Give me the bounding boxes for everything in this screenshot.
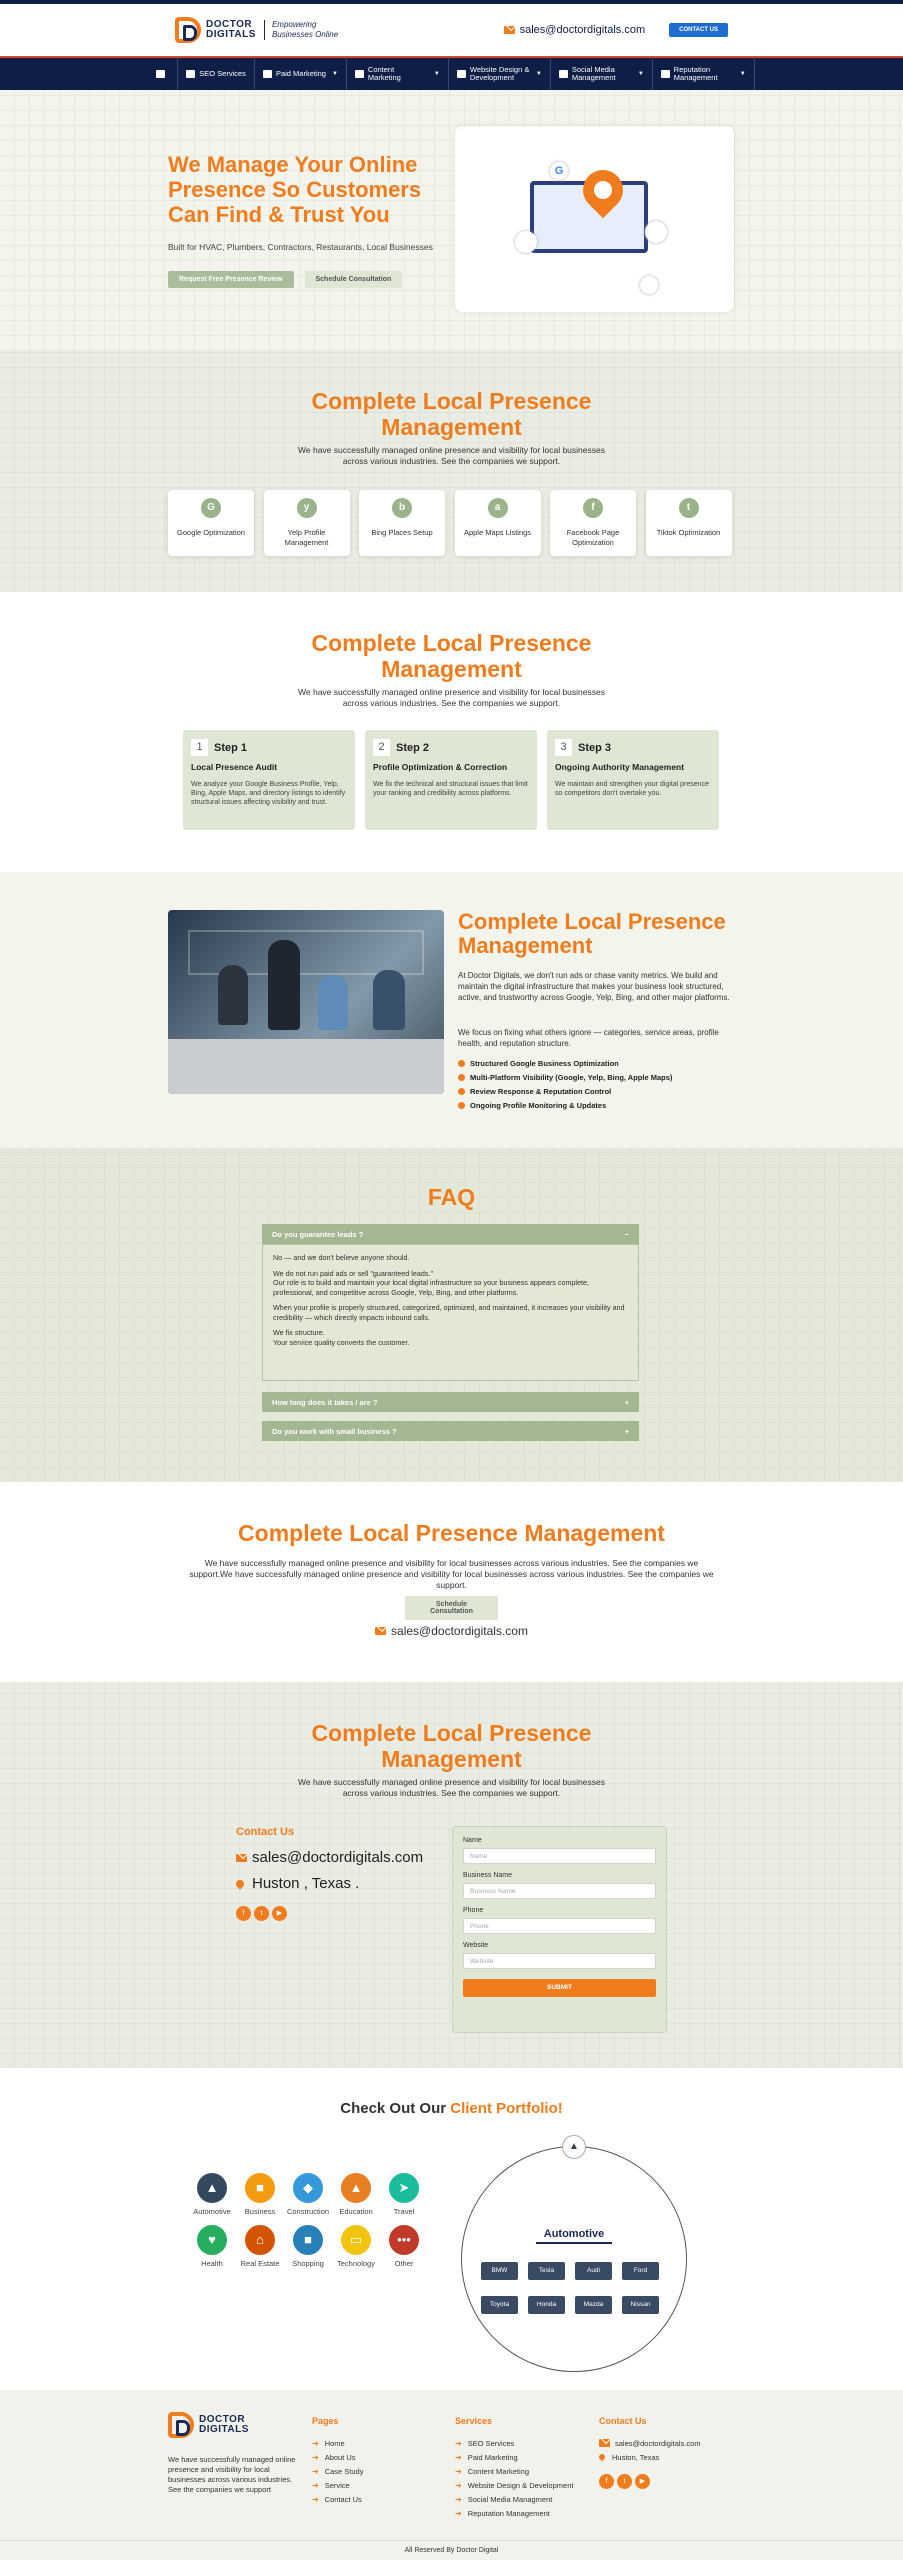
category-label: Health [201,2259,223,2268]
share-icon [559,70,568,78]
faq-question[interactable] [262,1224,639,1244]
tagline [264,20,338,40]
service-card[interactable] [646,490,732,556]
footer-pages-list [312,2436,363,2506]
category-icon: ▲ [341,2173,371,2203]
services-desc: We have successfully managed online presence and visibility for local businesses across various industries. See the companies we support. [298,445,605,466]
category-label: Technology [337,2259,375,2268]
about-bullet [458,1070,672,1084]
phone-input[interactable]: Phone [463,1918,656,1934]
cta-mail-icon [375,1627,386,1635]
service-icon: a [488,498,508,518]
footer-facebook-icon[interactable]: f [599,2474,614,2489]
footer-link-text: Case Study [324,2466,364,2476]
step-header [191,739,347,756]
service-card[interactable] [264,490,350,556]
photo-table [168,1039,444,1094]
hero-buttons [168,271,402,288]
footer-contact [599,2416,701,2489]
footer-logo-line2: DIGITALS [199,2424,249,2435]
logo-line1: DOCTOR [206,19,253,30]
briefcase-icon [263,70,272,78]
brand-circle [461,2146,687,2372]
footer-location-row [599,2450,701,2464]
contact-social [236,1902,290,1921]
category-travel[interactable] [379,2173,429,2216]
nav-item-label: Reputation Management [673,65,718,82]
faq-answer-line: Your service quality converts the customer. [273,1337,410,1347]
logo[interactable] [175,17,338,43]
faq-question[interactable] [262,1392,639,1412]
contact-email-row [236,1849,423,1866]
about-bullet-text: Review Response & Reputation Control [470,1086,612,1096]
contact-location-row [236,1875,359,1892]
service-label: Bing Places Setup [371,528,433,537]
about-paragraph-2: We focus on fixing what others ignore — categories, service areas, profile health, and reputation structure. [458,1028,719,1048]
footer-link-text: Paid Marketing [467,2452,518,2462]
thumbs-up-icon [661,70,670,78]
category-label: Education [339,2207,373,2216]
nav-item-label: Website Design & Development [469,65,530,82]
faq-question-text: Do you work with small business ? [272,1426,397,1436]
footer-link[interactable] [312,2478,363,2492]
portfolio-title-b: Client Portfolio! [450,2100,563,2117]
faq-answer-paragraph [273,1253,628,1263]
service-label: Tiktok Optimization [656,528,721,537]
category-education[interactable] [331,2173,381,2216]
schedule-consultation-button[interactable]: Schedule Consultation [305,271,403,288]
contact-desc: We have successfully managed online presence and visibility for local businesses across various industries. See the companies we support. [298,1777,605,1798]
home-icon [156,70,165,78]
service-label: Yelp Profile Management [284,528,329,547]
step-number: 2 [373,739,390,756]
footer-about: We have successfully managed online presence and visibility for local businesses across various industries. See the companies we support [168,2455,296,2494]
about-section [0,872,903,1148]
youtube-icon[interactable]: ▶ [272,1906,287,1921]
step-title: Step 3 [578,741,612,754]
chevron-down-icon: ▼ [637,71,644,77]
footer-link[interactable] [312,2436,363,2450]
hero-title: We Manage Your Online Presence So Customers Can Find & Trust You [168,152,422,227]
hero-illustration [455,126,734,312]
faq-question[interactable] [262,1421,639,1441]
faq-answer-paragraph [273,1303,628,1322]
nav-item-label: Paid Marketing [275,69,326,78]
step-title: Step 1 [214,741,248,754]
car-icon: ▲ [562,2135,586,2159]
faq-question-text: How long does it takes / are ? [272,1397,378,1407]
mail-icon [504,26,515,34]
footer-link-text: Contact Us [324,2494,362,2504]
nav-item-0[interactable] [148,57,178,91]
steps-title: Complete Local Presence Management [311,630,592,682]
document-icon [355,70,364,78]
brand-chip[interactable]: Audi [575,2262,612,2280]
category-label: Travel [393,2207,415,2216]
photo-person-2 [268,940,300,1030]
category-label: Shopping [292,2259,324,2268]
nav-item-4[interactable] [449,57,551,91]
faq-answer-line: Our role is to build and maintain your local digital infrastructure so your business appears complete, professional, and competitive across Google, Yelp, Bing, and other platforms. [273,1278,590,1297]
category-icon: ••• [389,2225,419,2255]
faq-answer-line: We do not run paid ads or sell "guaranteed leads." [273,1268,434,1278]
footer-link[interactable] [312,2450,363,2464]
footer-email-row [599,2436,701,2450]
footer-link[interactable] [312,2492,363,2506]
footer-link-text: About Us [324,2452,356,2462]
footer-services-list [455,2436,573,2520]
footer-pages-title: Pages [312,2416,339,2426]
service-card[interactable] [455,490,541,556]
service-card[interactable] [359,490,445,556]
footer-logo-mark-icon [168,2412,194,2438]
website-label: Website [463,1942,489,1949]
nav-item-label: SEO Services [199,69,246,78]
footer-link-text: Service [324,2480,350,2490]
footer-location: Huston, Texas [612,2452,660,2462]
footer-link-text: Home [324,2438,345,2448]
faq-answer-line: No — and we don't believe anyone should. [273,1253,410,1262]
category-automotive[interactable] [187,2173,237,2216]
logo-mark-icon [175,17,201,43]
location-icon [640,276,658,294]
category-business[interactable] [235,2173,285,2216]
chevron-down-icon: ▼ [739,71,746,77]
footer-mail-icon [599,2439,610,2447]
footer-pin-icon [598,2453,606,2461]
contact-heading: Contact Us [236,1826,295,1838]
bullet-dot-icon [458,1102,465,1109]
faq-answer-paragraph [273,1269,628,1298]
category-construction[interactable] [283,2173,333,2216]
cta-schedule-button[interactable]: Schedule Consultation [405,1596,498,1620]
footer-twitter-icon[interactable]: t [617,2474,632,2489]
footer-email-link[interactable]: sales@doctordigitals.com [615,2438,701,2448]
nav-item-6[interactable] [653,57,755,91]
about-bullet-text: Ongoing Profile Monitoring & Updates [470,1100,607,1110]
service-icon: t [679,498,699,518]
business-name-input[interactable]: Business Name [463,1883,656,1899]
arrow-right-icon: ➜ [455,2438,462,2448]
step-desc: We fix the technical and structural issues that limit your ranking and credibility across platforms. [373,781,528,797]
plus-icon[interactable]: + [624,1426,629,1436]
footer-contact-title: Contact Us [599,2416,647,2426]
contact-location: Huston , Texas . [252,1875,360,1892]
nav-item-label: Social Media Management [571,65,616,82]
step-label: Local Presence Audit [191,762,278,772]
service-icon: f [583,498,603,518]
arrow-right-icon: ➜ [455,2480,462,2490]
category-label: Automotive [193,2207,231,2216]
step-card [183,730,355,830]
cta-desc: We have successfully managed online presence and visibility for local businesses across various industries. See the companies we support.We have successfully managed online presence and visibility for local businesses across various industries. See the companies we support. [189,1558,714,1590]
services-section [0,350,903,592]
main-nav [0,56,903,90]
cta-section [0,1482,903,1682]
about-title: Complete Local Presence Management [458,909,726,958]
category-health[interactable] [187,2225,237,2268]
steps-desc: We have successfully managed online presence and visibility for local businesses across various industries. See the companies we support. [298,687,605,708]
brand-chip[interactable]: Mazda [575,2296,612,2314]
arrow-right-icon: ➜ [455,2508,462,2518]
contact-section [0,1682,903,2068]
footer-link[interactable] [455,2492,573,2506]
category-real-estate[interactable] [235,2225,285,2268]
tagline-line1: Empowering [271,20,317,29]
category-label: Real Estate [240,2259,280,2268]
nav-item-label: Content Marketing [367,65,401,82]
faq-title: FAQ [427,1184,476,1210]
footer-link[interactable] [455,2506,573,2520]
step-header [555,739,711,756]
footer-link[interactable] [455,2450,573,2464]
site-header [0,4,903,56]
nav-item-2[interactable] [255,57,347,91]
cta-title: Complete Local Presence Management [238,1520,665,1546]
footer-logo-line1: DOCTOR [199,2414,246,2425]
footer-link[interactable] [455,2464,573,2478]
brand-chip[interactable]: Toyota [481,2296,518,2314]
footer-services-title: Services [455,2416,493,2426]
faq-answer-line: When your profile is properly structured, categorized, optimized, and maintained, it increases your visibility and credibility — which directly impacts inbound calls. [273,1303,625,1322]
brand-chip[interactable]: BMW [481,2262,518,2280]
cta-button-wrap [405,1596,498,1620]
steps-section [0,592,903,872]
bullet-dot-icon [458,1060,465,1067]
name-input[interactable]: Name [463,1848,656,1864]
hero-subtitle: Built for HVAC, Plumbers, Contractors, Restaurants, Local Businesses [168,242,433,252]
service-card[interactable] [550,490,636,556]
photo-person-3 [318,975,348,1030]
header-right [504,23,728,37]
google-icon: G [550,162,568,180]
about-bullet-text: Structured Google Business Optimization [470,1058,619,1068]
selected-category: Automotive [536,2228,612,2244]
header-email-link[interactable]: sales@doctordigitals.com [519,24,646,36]
logo-line2: DIGITALS [206,29,256,40]
contact-title: Complete Local Presence Management [311,1720,592,1772]
copyright: All Reserved By Doctor Digital [0,2540,903,2560]
about-bullet-text: Multi-Platform Visibility (Google, Yelp, Bing, Apple Maps) [470,1072,673,1082]
category-icon: ⌂ [245,2225,275,2255]
step-card [365,730,537,830]
bullet-dot-icon [458,1088,465,1095]
chevron-down-icon: ▼ [331,71,338,77]
faq-answer [262,1244,639,1381]
arrow-right-icon: ➜ [312,2494,319,2504]
services-title: Complete Local Presence Management [311,388,592,440]
hero-section [0,90,903,350]
facebook-icon[interactable]: f [236,1906,251,1921]
category-label: Construction [286,2207,330,2216]
service-label: Google Optimization [177,528,245,537]
footer-link[interactable] [455,2478,573,2492]
step-number: 1 [191,739,208,756]
category-icon: ■ [293,2225,323,2255]
category-icon: ■ [245,2173,275,2203]
about-bullet [458,1098,672,1112]
step-number: 3 [555,739,572,756]
category-label: Other [394,2259,414,2268]
brand-chip[interactable]: Nissan [622,2296,659,2314]
search-icon [186,70,195,78]
about-bullet [458,1056,672,1070]
request-review-button[interactable]: Request Free Presence Review [168,271,294,288]
brand-chip[interactable]: Tesla [528,2262,565,2280]
cta-email-link[interactable]: sales@doctordigitals.com [391,1624,528,1638]
faq-answer-line: We fix structure. [273,1328,325,1337]
services-background-pattern [0,350,903,592]
step-desc: We maintain and strengthen your digital presence so competitors don't overtake you. [555,781,709,797]
step-label: Profile Optimization & Correction [373,762,508,772]
team-photo [168,910,444,1094]
minus-icon[interactable]: − [624,1229,629,1239]
category-other[interactable] [379,2225,429,2268]
faq-question-text: Do you guarantee leads ? [272,1229,364,1239]
footer-link-text: Reputation Management [467,2508,550,2518]
footer-link-text: SEO Services [467,2438,515,2448]
monitor-icon [457,70,466,78]
photo-person-4 [373,970,405,1030]
category-icon: ▲ [197,2173,227,2203]
category-shopping[interactable] [283,2225,333,2268]
contact-mail-icon [236,1854,247,1862]
arrow-right-icon: ➜ [312,2480,319,2490]
contact-us-button[interactable]: CONTACT US [669,23,728,37]
step-title: Step 2 [396,741,430,754]
footer-link[interactable] [455,2436,573,2450]
about-bullets [458,1056,672,1112]
faq-answer-paragraph [273,1328,628,1347]
category-technology[interactable] [331,2225,381,2268]
service-icon: y [297,498,317,518]
nav-item-3[interactable] [347,57,449,91]
portfolio-title [0,2100,903,2117]
bullet-dot-icon [458,1074,465,1081]
chevron-down-icon: ▼ [535,71,542,77]
plus-icon[interactable]: + [624,1397,629,1407]
nav-item-1[interactable] [178,57,255,91]
service-icon: b [392,498,412,518]
portfolio-title-a: Check Out Our [340,2100,451,2117]
arrow-right-icon: ➜ [312,2466,319,2476]
photos-icon [515,231,537,253]
step-label: Ongoing Authority Management [555,762,685,772]
brand-chip[interactable]: Honda [528,2296,565,2314]
portfolio-section [0,2068,903,2392]
store-icon [645,221,667,243]
footer-services [455,2416,573,2520]
name-label: Name [463,1837,482,1844]
arrow-right-icon: ➜ [312,2452,319,2462]
category-icon: ◆ [293,2173,323,2203]
service-icon: G [201,498,221,518]
tagline-line2: Businesses Online [271,30,339,39]
about-paragraph-1: At Doctor Digitals, we don't run ads or chase vanity metrics. We build and maintain the digital infrastructure that makes your business look structured, active, and trustworthy across Google, Yelp, Bing, and other major platforms. [458,971,730,1002]
footer-youtube-icon[interactable]: ▶ [635,2474,650,2489]
footer-pages [312,2416,363,2506]
service-card[interactable] [168,490,254,556]
category-icon: ➤ [389,2173,419,2203]
arrow-right-icon: ➜ [455,2452,462,2462]
twitter-icon[interactable]: t [254,1906,269,1921]
about-bullet [458,1084,672,1098]
website-input[interactable]: Website [463,1953,656,1969]
nav-item-5[interactable] [551,57,653,91]
contact-email-link[interactable]: sales@doctordigitals.com [252,1849,424,1866]
footer-link-text: Content Marketing [467,2466,529,2476]
submit-button[interactable]: SUBMIT [463,1979,656,1997]
photo-person-1 [218,965,248,1025]
phone-label: Phone [463,1907,484,1914]
contact-form [452,1826,667,2033]
footer-link-text: Website Design & Development [467,2480,574,2490]
step-desc: We analyze your Google Business Profile, Yelp, Bing, Apple Maps, and directory listings to identify structural issues affecting visibility and trust. [191,781,346,806]
footer [0,2390,903,2560]
service-label: Facebook Page Optimization [566,528,620,547]
contact-pin-icon [234,1878,245,1889]
category-icon: ▭ [341,2225,371,2255]
service-label: Apple Maps Listings [463,528,532,537]
business-name-label: Business Name [463,1872,513,1879]
category-label: Business [244,2207,276,2216]
category-icon: ♥ [197,2225,227,2255]
hero-background-pattern [0,90,903,350]
arrow-right-icon: ➜ [455,2466,462,2476]
brand-chip[interactable]: Ford [622,2262,659,2280]
cta-email-row [0,1624,903,1638]
footer-social [599,2470,701,2489]
footer-link-text: Social Media Managment [467,2494,553,2504]
arrow-right-icon: ➜ [312,2438,319,2448]
footer-logo[interactable] [168,2412,249,2438]
arrow-right-icon: ➜ [455,2494,462,2504]
chevron-down-icon: ▼ [433,71,440,77]
footer-link[interactable] [312,2464,363,2478]
step-header [373,739,529,756]
step-card [547,730,719,830]
